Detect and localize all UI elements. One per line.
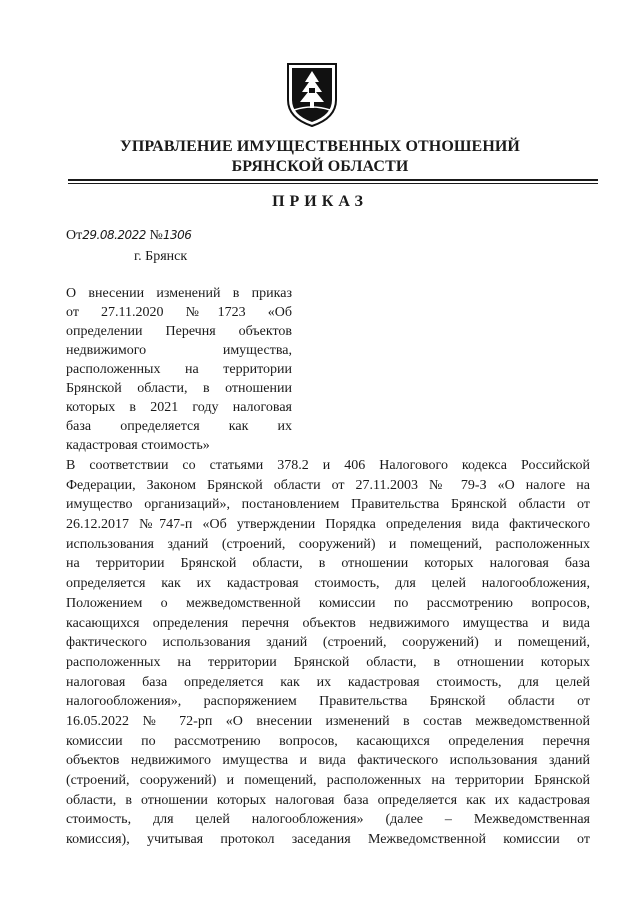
document-type-title: ПРИКАЗ: [272, 193, 368, 210]
subject-line: кадастровая стоимость»: [66, 438, 210, 453]
body-line: фактического использования зданий (строений, сооружений) и помещений,: [66, 635, 590, 651]
header-rule-thick: [68, 179, 598, 181]
body-line: Положением о межведомственной комиссии по рассмотрению вопросов,: [66, 595, 590, 611]
body-line: комиссия), учитывая протокол заседания Межведомственной комиссии от: [66, 832, 590, 848]
body-paragraph: [66, 456, 590, 850]
subject-line: которых в 2021 году налоговая: [66, 400, 292, 415]
handwritten-number: 1306: [162, 228, 192, 242]
subject-line: Брянской области, в отношении: [66, 381, 292, 396]
body-line: использования зданий (строений, сооружений) и помещений, расположенных: [66, 536, 590, 552]
body-line: 26.12.2017 №747-п «Об утверждении Порядка определения вида фактического: [66, 517, 590, 533]
body-line: объектов недвижимого имущества и вида фактического использования зданий: [66, 753, 590, 769]
handwritten-date: 29.08.2022: [82, 228, 146, 242]
date-prefix: От: [66, 228, 83, 243]
body-line: (строений, сооружений) и помещений, расположенных на территории Брянской: [66, 773, 590, 788]
body-line: Федерации, Законом Брянской области от 27.11.2003 № 79-З «О налоге на: [66, 477, 590, 493]
body-line: имущество организаций», постановлением Правительства Брянской области от: [66, 497, 590, 513]
body-line: 16.05.2022 № 72-рп «О внесении изменений в состав межведомственной: [66, 713, 590, 729]
subject-line: недвижимого имущества,: [66, 343, 292, 358]
body-line: комиссии по рассмотрению вопросов, касающихся определения перечня: [66, 733, 590, 749]
order-subject: [66, 284, 292, 455]
subject-line: база определяется как их: [66, 419, 292, 434]
org-name-line-1: УПРАВЛЕНИЕ ИМУЩЕСТВЕННЫХ ОТНОШЕНИЙ: [120, 138, 520, 155]
date-number-line: [66, 228, 191, 244]
body-line: налоговая база определяется как их кадастровая стоимость, для целей: [66, 674, 590, 690]
body-line: расположенных на территории Брянской области, в отношении которых: [66, 654, 590, 670]
body-line: налогообложения», распоряжением Правительства Брянской области от: [66, 694, 590, 710]
organization-name: [0, 137, 640, 177]
city-name: г. Брянск: [134, 249, 188, 264]
body-line: определяется как их кадастровая стоимость, для целей налогообложения,: [66, 576, 590, 592]
body-line: области, в отношении которых налоговая база определяется как их кадастровая: [66, 792, 590, 808]
subject-line: определении Перечня объектов: [66, 324, 292, 339]
body-line: на территории Брянской области, в отношении которых налоговая база: [66, 556, 590, 572]
body-line: В соответствии со статьями 378.2 и 406 Налогового кодекса Российской: [66, 458, 590, 473]
subject-line: расположенных на территории: [66, 362, 292, 377]
body-line: стоимость, для целей налогообложения» (далее – Межведомственная: [66, 812, 590, 828]
body-line: касающихся определения перечня объектов недвижимого имущества и вида: [66, 615, 590, 631]
coat-of-arms-emblem: [284, 60, 340, 128]
subject-line: от 27.11.2020 №1723 «Об: [66, 305, 292, 320]
number-prefix: №: [149, 228, 163, 243]
org-name-line-2: БРЯНСКОЙ ОБЛАСТИ: [231, 158, 409, 175]
subject-line: О внесении изменений в приказ: [66, 286, 292, 301]
header-rule-thin: [68, 183, 598, 184]
